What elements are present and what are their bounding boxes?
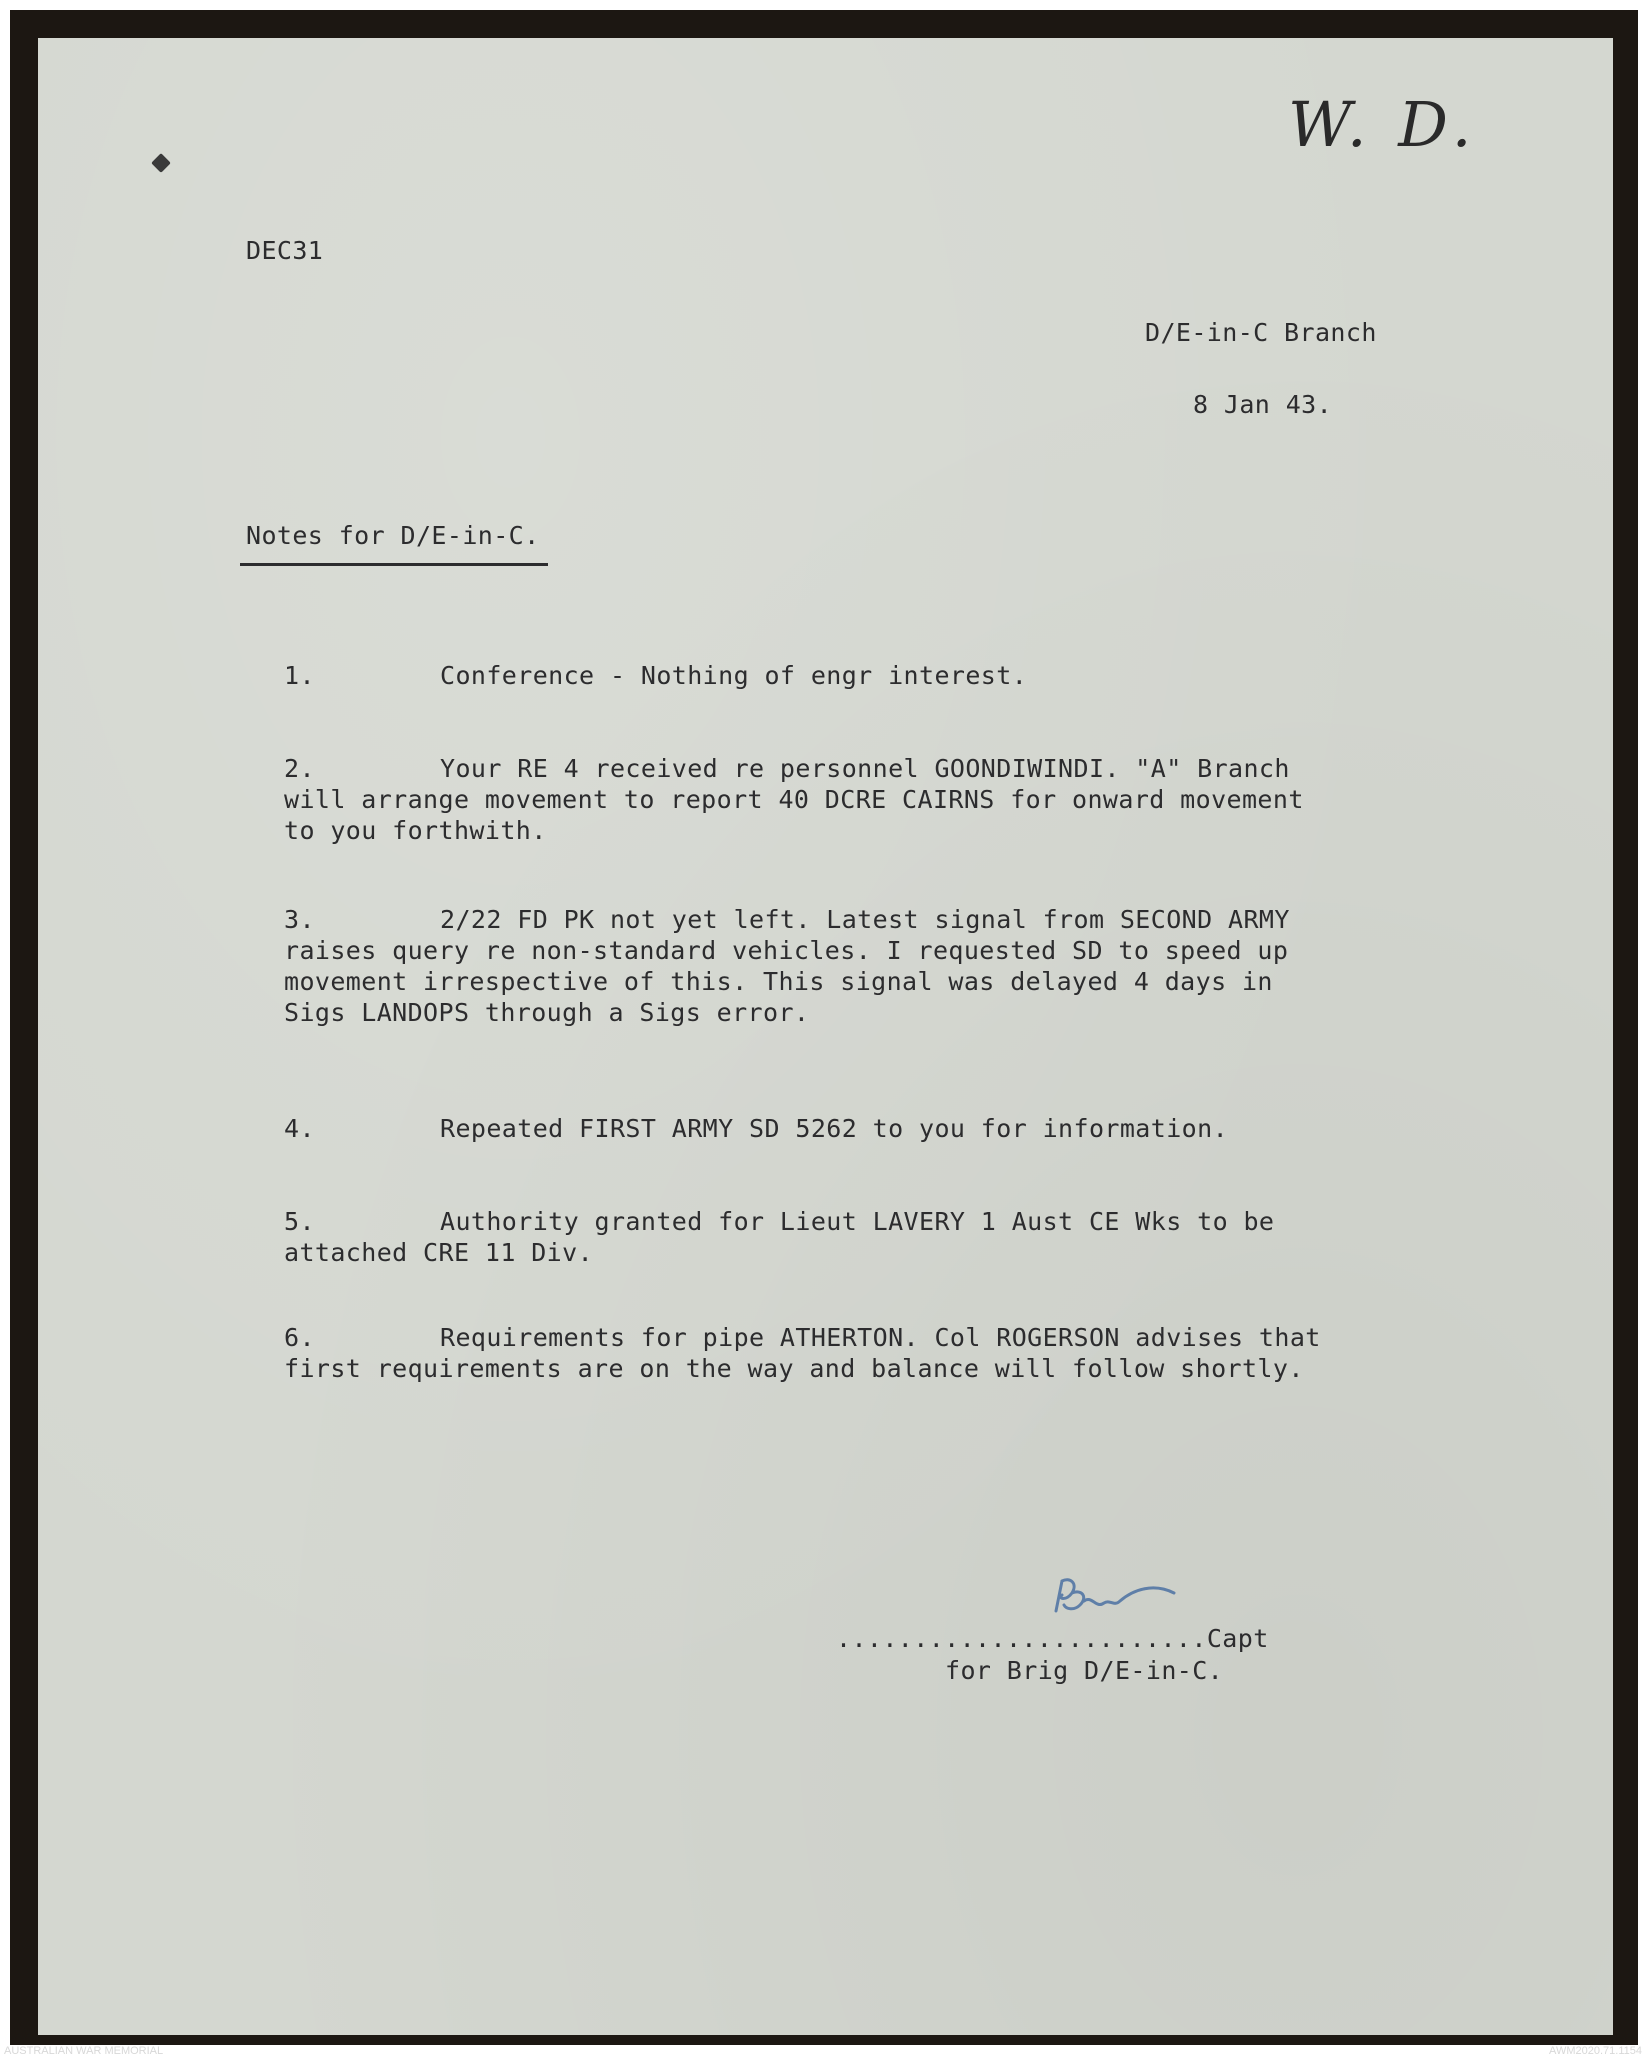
item-number: 5.: [284, 1207, 315, 1236]
footer-catalog-number: AWM2020.71.1154: [1549, 2045, 1642, 2057]
document-reference: DEC31: [246, 236, 324, 265]
list-item: [284, 660, 1404, 691]
item-text: Your RE 4 received re personnel GOONDIWINDI. "A" Branch will arrange movement to report 40 DCRE CAIRNS for onward movement to you forthwith.: [284, 754, 1304, 845]
document-page: [38, 38, 1613, 2035]
item-number: 4.: [284, 1114, 315, 1143]
list-item: [284, 904, 1334, 1028]
document-heading: Notes for D/E-in-C.: [246, 521, 540, 550]
item-number: 3.: [284, 905, 315, 934]
item-number: 1.: [284, 661, 315, 690]
list-item: [284, 1113, 1404, 1144]
signature-dots: ........................: [836, 1624, 1207, 1653]
item-text: Repeated FIRST ARMY SD 5262 to you for information.: [440, 1114, 1229, 1143]
list-item: [284, 1206, 1314, 1268]
heading-underline: [240, 563, 548, 566]
footer-archive-name: AUSTRALIAN WAR MEMORIAL: [4, 2045, 164, 2057]
item-text: Authority granted for Lieut LAVERY 1 Aust CE Wks to be attached CRE 11 Div.: [284, 1207, 1275, 1267]
pin-mark: [151, 153, 171, 173]
list-item: [284, 753, 1334, 846]
list-item: [284, 1322, 1374, 1384]
signature-line: [836, 1623, 1269, 1654]
signature-for-line: for Brig D/E-in-C.: [945, 1656, 1224, 1685]
item-number: 2.: [284, 754, 315, 783]
branch-name: D/E-in-C Branch: [1145, 318, 1377, 347]
item-text: Requirements for pipe ATHERTON. Col ROGERSON advises that first requirements are on the way and balance will follow shortly.: [284, 1323, 1321, 1383]
item-text: 2/22 FD PK not yet left. Latest signal from SECOND ARMY raises query re non-standard vehicles. I requested SD to speed up movement irrespective of this. This signal was delayed 4 days in Sigs LANDOPS through a Sigs error.: [284, 905, 1290, 1027]
handwritten-signature: [1048, 1571, 1188, 1631]
handwritten-annotation: W. D.: [1288, 88, 1478, 161]
signature-rank: Capt: [1206, 1624, 1269, 1653]
document-date: 8 Jan 43.: [1193, 390, 1333, 419]
item-text: Conference - Nothing of engr interest.: [440, 661, 1028, 690]
item-number: 6.: [284, 1323, 315, 1352]
